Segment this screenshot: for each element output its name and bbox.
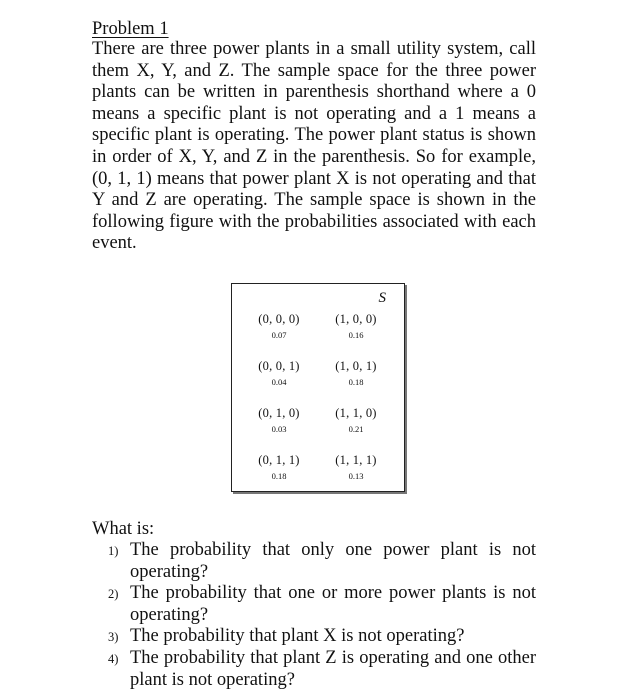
event-probability: 0.13 <box>348 471 364 481</box>
question-number: 4) <box>108 651 119 666</box>
question-item <box>108 626 536 648</box>
event-probability: 0.04 <box>271 377 287 387</box>
question-text: The probability that one or more power plants is not operating? <box>130 583 536 625</box>
question-number: 2) <box>108 587 119 602</box>
problem-title: Problem 1 <box>92 19 169 39</box>
event-label: (0, 0, 1) <box>258 359 300 373</box>
event-label: (1, 0, 0) <box>335 312 377 326</box>
sample-event-cell <box>244 453 314 482</box>
event-label: (1, 1, 0) <box>335 406 377 420</box>
sample-event-cell <box>321 406 391 435</box>
question-item <box>108 648 536 691</box>
question-item <box>108 583 536 626</box>
question-list <box>108 540 536 691</box>
event-label: (0, 1, 1) <box>258 453 300 467</box>
sample-event-cell <box>244 312 314 341</box>
event-label: (0, 0, 0) <box>258 312 300 326</box>
event-probability: 0.16 <box>348 330 364 340</box>
event-probability: 0.07 <box>271 330 287 340</box>
question-number: 3) <box>108 630 119 645</box>
event-probability: 0.18 <box>348 377 364 387</box>
event-label: (0, 1, 0) <box>258 406 300 420</box>
question-text: The probability that plant Z is operating and one other plant is not operating? <box>130 647 536 690</box>
event-probability: 0.21 <box>348 424 364 434</box>
sample-space-figure <box>231 283 405 492</box>
question-item <box>108 540 536 583</box>
event-label: (1, 0, 1) <box>335 359 377 373</box>
question-number: 1) <box>108 544 119 558</box>
sample-event-cell <box>244 406 314 435</box>
event-probability: 0.03 <box>271 424 287 434</box>
questions-heading: What is: <box>92 519 155 539</box>
sample-event-cell <box>321 453 391 482</box>
problem-intro-paragraph: There are three power plants in a small utility system, call them X, Y, and Z. The sample space for the three power plants can be written in parenthesis shorthand where a 0 means a specific plant is not operating and a 1 means a specific plant is operating. The power plant status is shown in order of X, Y, and Z in the parenthesis. So for example, (0, 1, 1) means that power plant X is not operating and that Y and Z are operating. The sample space is shown in the following figure with the probabilities associated with each event. <box>92 39 536 254</box>
question-text: The probability that only one power plant is not operating? <box>130 540 536 582</box>
event-probability: 0.18 <box>271 471 287 481</box>
sample-space-label: S <box>378 290 386 306</box>
question-text: The probability that plant X is not operating? <box>130 626 465 647</box>
event-label: (1, 1, 1) <box>335 453 377 467</box>
sample-event-cell <box>321 359 391 388</box>
sample-event-cell <box>244 359 314 388</box>
sample-event-cell <box>321 312 391 341</box>
